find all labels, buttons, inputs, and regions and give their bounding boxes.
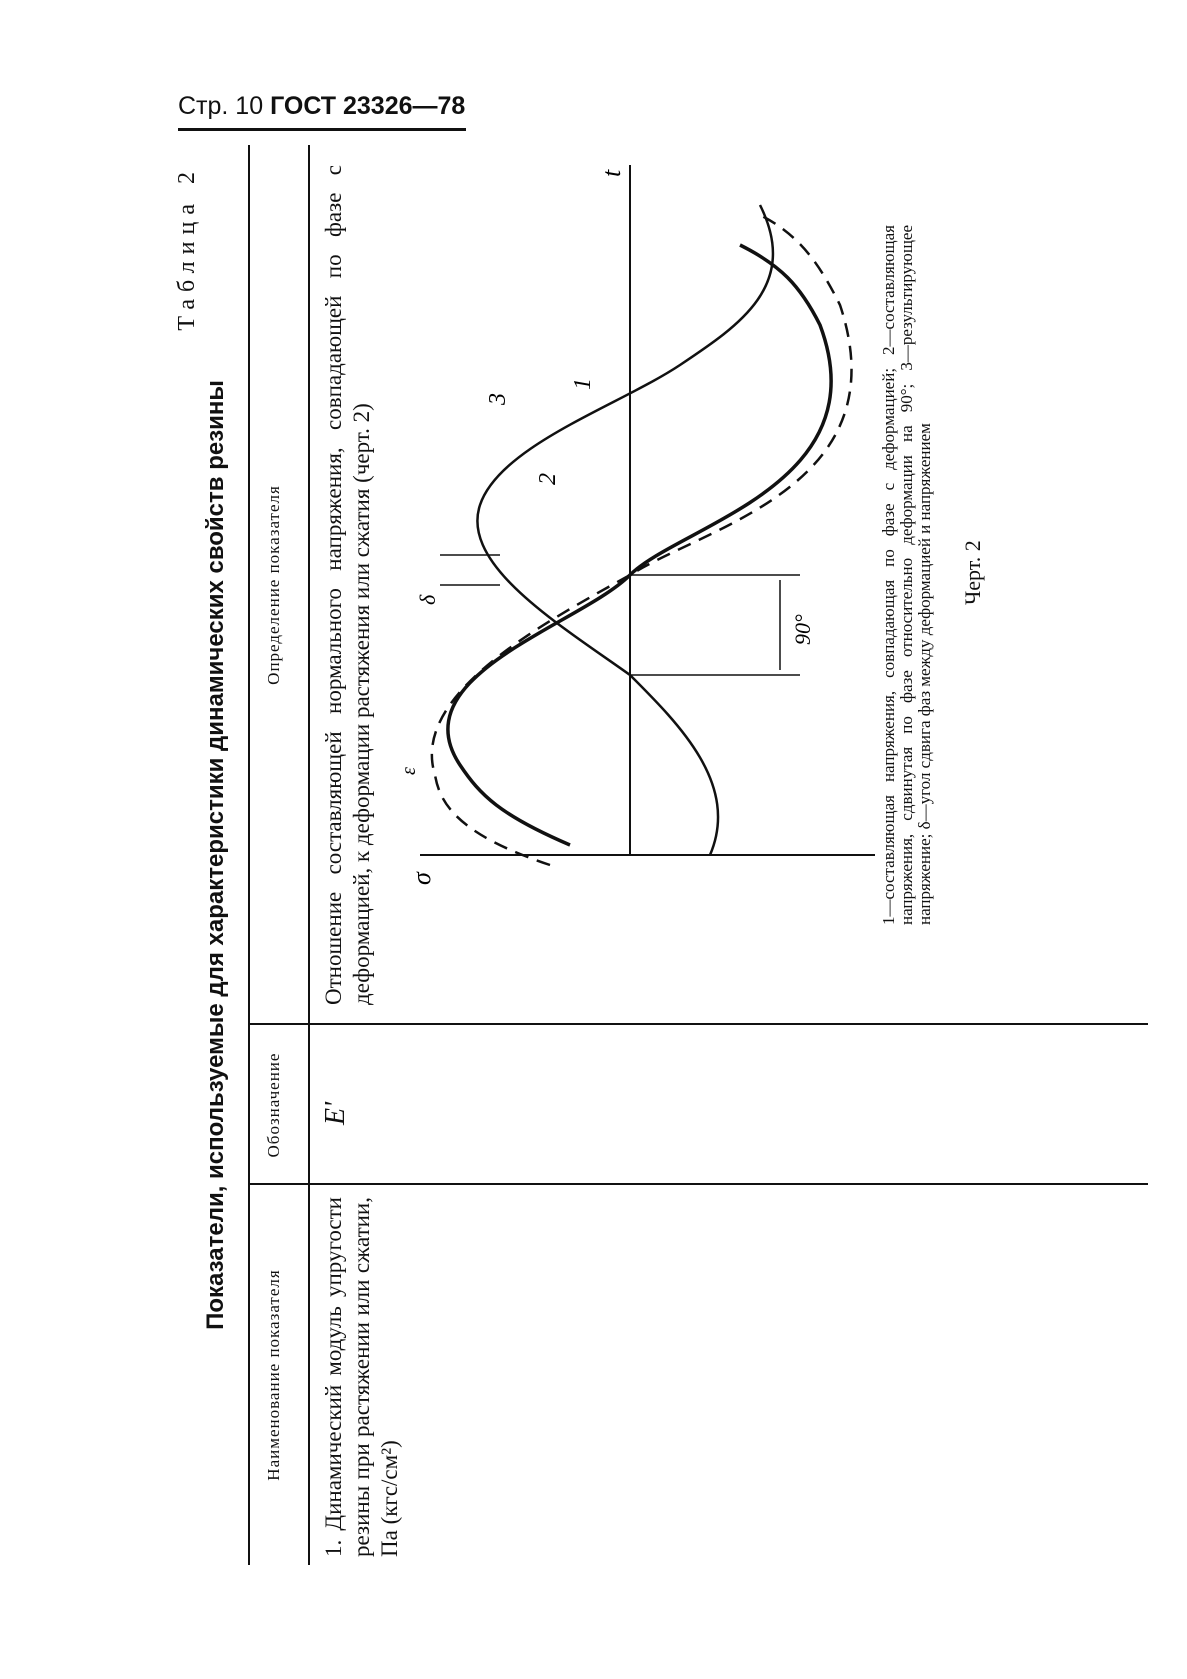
row1-symbol: E' bbox=[320, 1101, 351, 1125]
figure-caption: 1—составляющая напряжения, совпадающая по фазе с деформацией; 2—составляющая напряжения, сдвинутая по фазе относительно деформации на 90°; 3—результирующее напряжение; δ—угол сдвига фаз между деформацией и напряжением bbox=[879, 225, 934, 925]
table-label: Таблица 2 bbox=[174, 165, 200, 331]
t-label: t bbox=[597, 169, 626, 177]
sigma-label: σ bbox=[407, 872, 436, 885]
row1-name: 1. Динамический модуль упругости резины при растяжении или сжатии, Па (кгс/см²) bbox=[321, 1197, 402, 1557]
curve-2 bbox=[477, 205, 773, 855]
column-header-definition: Определение показателя bbox=[264, 485, 283, 685]
curve-1 bbox=[448, 245, 831, 845]
delta-label: δ bbox=[415, 594, 440, 605]
column-divider-2 bbox=[248, 1023, 1148, 1025]
table-top-rule bbox=[248, 145, 250, 1565]
page-number: Стр. 10 bbox=[178, 92, 264, 120]
rotated-table bbox=[174, 145, 1150, 1565]
standard-code: ГОСТ 23326—78 bbox=[270, 92, 466, 120]
column-header-symbol: Обозначение bbox=[264, 1052, 283, 1158]
column-header-name: Наименование показателя bbox=[264, 1269, 283, 1481]
figure-number: Черт. 2 bbox=[960, 540, 985, 605]
curve-3 bbox=[432, 215, 852, 865]
column-divider-1 bbox=[248, 1183, 1148, 1185]
header-rule bbox=[178, 128, 466, 131]
curve-2-label: 2 bbox=[535, 473, 561, 485]
row1-definition: Отношение составляющей нормального напряжения, совпадающей по фазе с деформацией, к деформации растяжения или сжатия (черт. 2) bbox=[321, 165, 374, 1005]
epsilon-label: ε bbox=[398, 767, 420, 775]
table-title: Показатели, используемые для характеристики динамических свойств резины bbox=[202, 380, 229, 1330]
phase-chart bbox=[380, 165, 880, 925]
page-header bbox=[178, 92, 468, 121]
curve-1-label: 1 bbox=[570, 378, 596, 390]
header-bottom-rule bbox=[308, 145, 310, 1565]
angle-label: 90° bbox=[790, 614, 815, 645]
curve-3-label: 3 bbox=[485, 393, 511, 405]
